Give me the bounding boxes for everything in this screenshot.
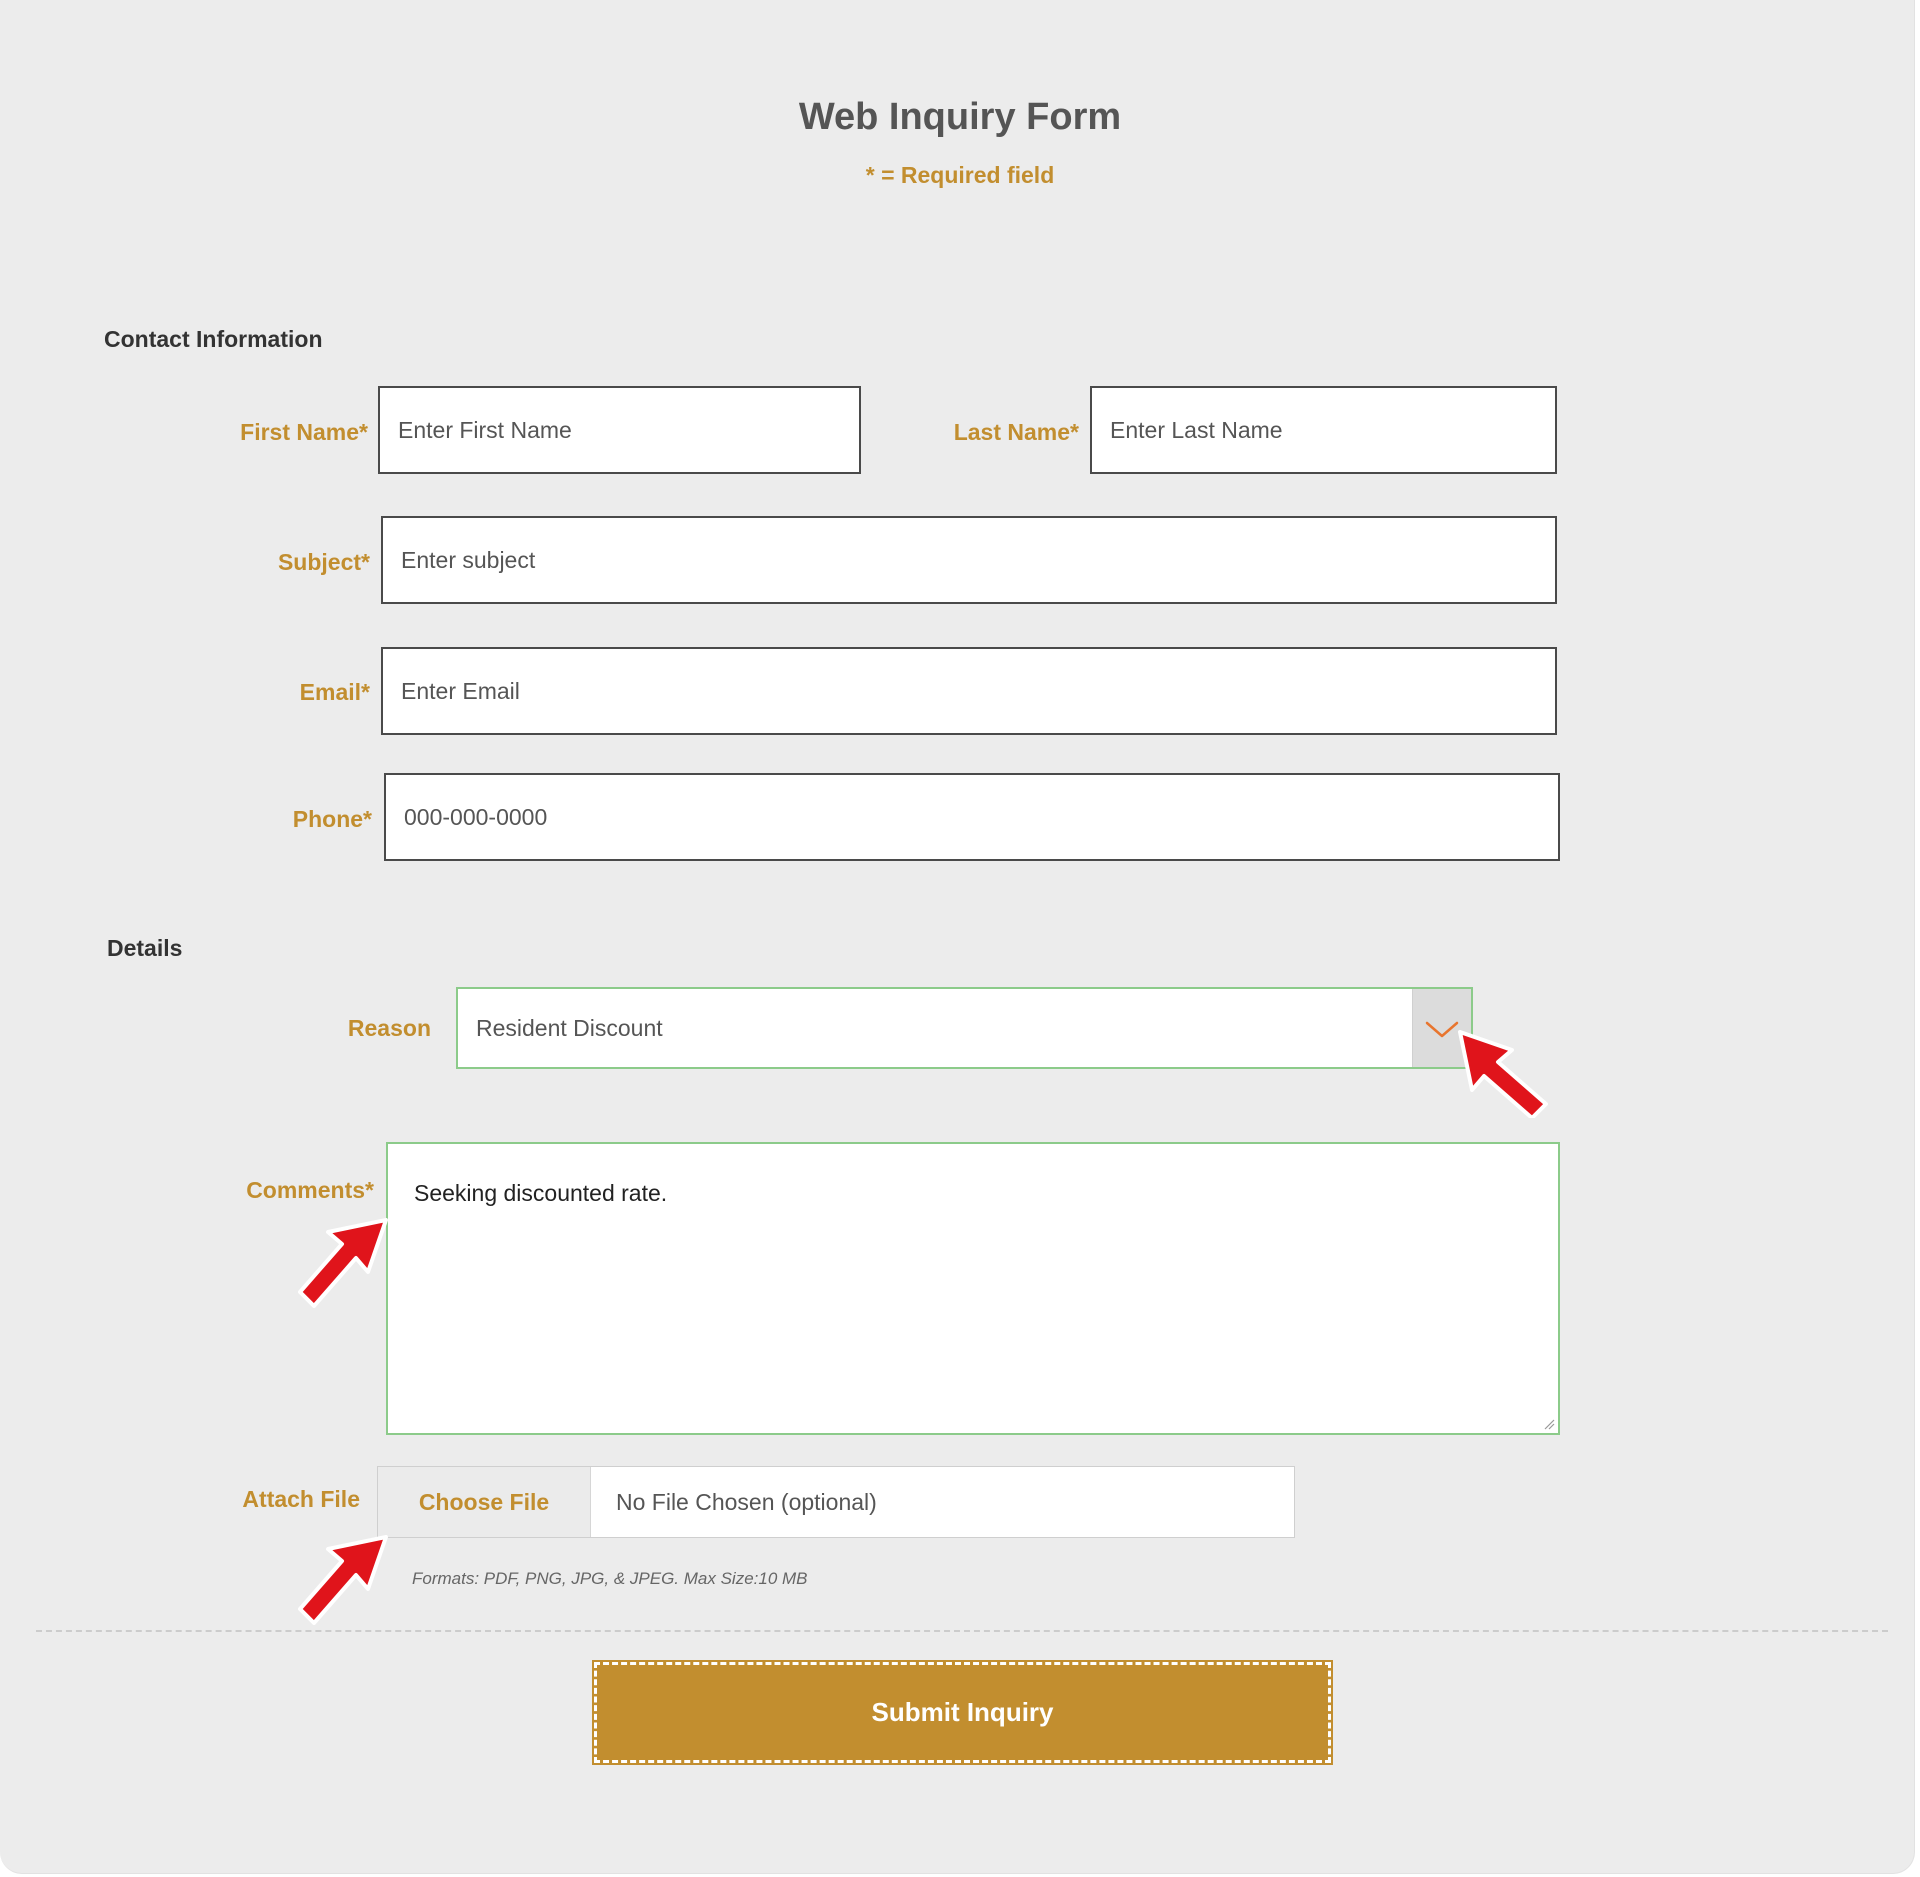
phone-label: Phone* [292,806,372,832]
required-note: * = Required field [865,162,1055,188]
email-label: Email* [299,679,370,705]
last-name-input[interactable] [1090,386,1557,474]
submit-inquiry-button[interactable]: Submit Inquiry [594,1662,1331,1763]
reason-label: Reason [347,1015,431,1041]
resize-grip-icon[interactable] [1543,1418,1555,1430]
comments-label: Comments* [246,1177,374,1203]
phone-input[interactable] [384,773,1560,861]
subject-input[interactable] [381,516,1557,604]
page-title: Web Inquiry Form [798,96,1122,138]
email-input[interactable] [381,647,1557,735]
red-arrow-icon [298,1218,388,1308]
file-status-text: No File Chosen (optional) [616,1489,877,1515]
comments-textarea[interactable] [386,1142,1560,1435]
choose-file-button[interactable]: Choose File [378,1467,591,1537]
red-arrow-icon [1458,1028,1548,1118]
section-heading-details: Details [107,935,183,961]
comments-text: Seeking discounted rate. [414,1180,668,1206]
section-heading-contact: Contact Information [104,326,323,352]
reason-select[interactable] [456,987,1473,1069]
attach-file-label: Attach File [242,1486,360,1512]
reason-selected-value: Resident Discount [476,1015,663,1041]
form-divider [36,1630,1888,1632]
file-input[interactable] [377,1466,1295,1538]
last-name-label: Last Name* [953,419,1079,445]
subject-label: Subject* [277,549,370,575]
file-format-hint: Formats: PDF, PNG, JPG, & JPEG. Max Size:10 MB [412,1569,808,1588]
red-arrow-icon [298,1535,388,1625]
first-name-label: First Name* [240,419,368,445]
